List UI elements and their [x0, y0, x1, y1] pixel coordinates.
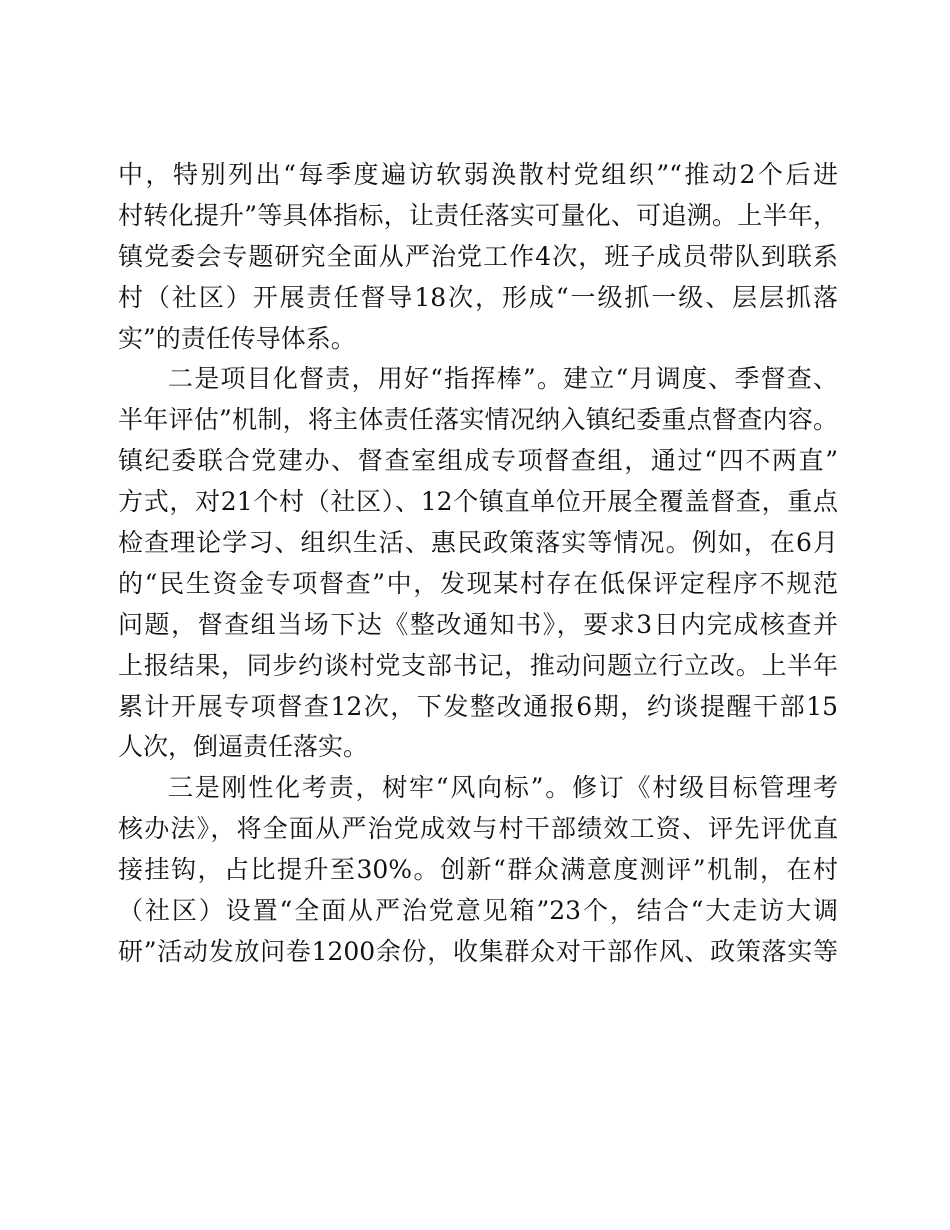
text-line: 检查理论学习、组织生活、惠民政策落实等情况。例如，在6月	[118, 528, 838, 558]
text-line: 村转化提升”等具体指标，让责任落实可量化、可追溯。上半年，	[118, 200, 838, 230]
text-line: 实”的责任传导体系。	[118, 323, 356, 353]
text-line: 研”活动发放问卷1200余份，收集群众对干部作风、政策落实等	[118, 936, 838, 966]
text-line: 半年评估”机制，将主体责任落实情况纳入镇纪委重点督查内容。	[118, 405, 838, 435]
text-line: 村（社区）开展责任督导18次，形成“一级抓一级、层层抓落	[118, 282, 838, 312]
text-line: 接挂钩，占比提升至30%。创新“群众满意度测评”机制，在村	[118, 855, 838, 885]
text-line: 累计开展专项督查12次，下发整改通报6期，约谈提醒干部15	[118, 691, 838, 721]
text-line: 问题，督查组当场下达《整改通知书》，要求3日内完成核查并	[118, 609, 838, 639]
text-line: （社区）设置“全面从严治党意见箱”23个，结合“大走访大调	[118, 896, 838, 926]
body-text	[118, 155, 838, 973]
text-line: 方式，对21个村（社区）、12个镇直单位开展全覆盖督查，重点	[118, 487, 838, 517]
text-line: 人次，倒逼责任落实。	[118, 732, 369, 762]
text-line: 镇纪委联合党建办、督查室组成专项督查组，通过“四不两直”	[118, 446, 838, 476]
text-line: 中，特别列出“每季度遍访软弱涣散村党组织”“推动2个后进	[118, 160, 838, 189]
paragraph-start-line: 二是项目化督责，用好“指挥棒”。建立“月调度、季督查、	[168, 364, 838, 394]
paragraph-start-line: 三是刚性化考责，树牢“风向标”。修订《村级目标管理考	[168, 773, 838, 803]
text-line: 镇党委会专题研究全面从严治党工作4次，班子成员带队到联系	[118, 241, 838, 271]
text-line: 核办法》，将全面从严治党成效与村干部绩效工资、评先评优直	[118, 814, 838, 844]
text-line: 上报结果，同步约谈村党支部书记，推动问题立行立改。上半年	[118, 650, 838, 680]
text-line: 的“民生资金专项督查”中，发现某村存在低保评定程序不规范	[118, 568, 838, 598]
